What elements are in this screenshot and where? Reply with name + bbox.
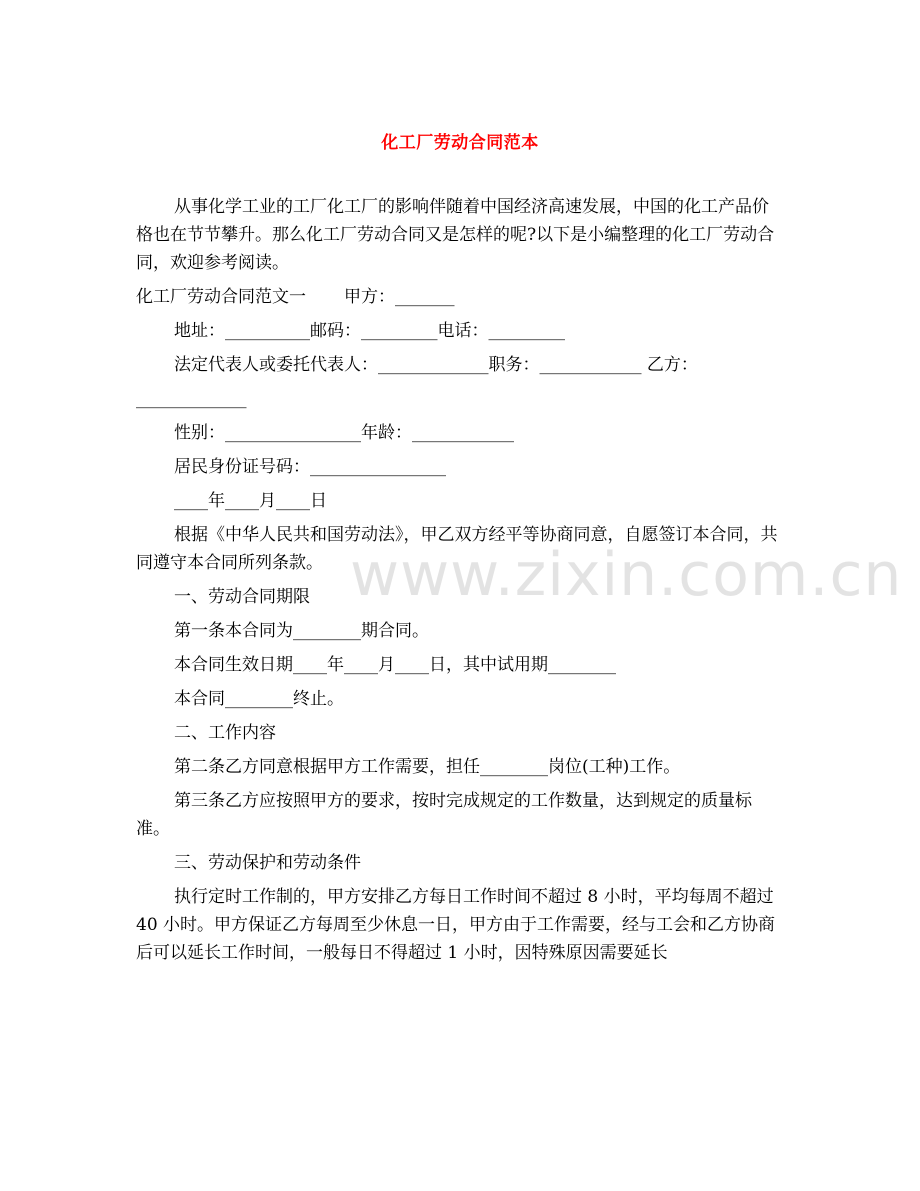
intro-paragraph: 从事化学工业的工厂化工厂的影响伴随着中国经济高速发展，中国的化工产品价格也在节节攀升。那么化工厂劳动合同又是怎样的呢?以下是小编整理的化工厂劳动合同，欢迎参考阅读。 (136, 197, 775, 273)
working-hours-paragraph: 执行定时工作制的，甲方安排乙方每日工作时间不超过 8 小时，平均每周不超过 40 小时。甲方保证乙方每周至少休息一日，甲方由于工作需要，经与工会和乙方协商后可以延长工作时间，一般每日不得超过 1 小时，因特殊原因需要延长 (136, 887, 776, 963)
party-a-field: 甲方：_______ (344, 287, 455, 307)
article-1: 第一条本合同为________期合同。 (174, 621, 429, 641)
sample-heading-line (136, 280, 784, 314)
representative-line: 法定代表人或委托代表人：_____________职务：____________ 乙方： (174, 355, 698, 375)
article-3: 第三条乙方应按照甲方的要求，按时完成规定的工作数量，达到规定的质量标准。 (136, 791, 752, 839)
party-b-blank: _____________ (136, 389, 247, 409)
section-2-heading: 二、工作内容 (174, 723, 276, 743)
termination-line: 本合同________终止。 (174, 689, 344, 709)
document-title: 化工厂劳动合同范本 (381, 133, 539, 153)
date-line: ____年____月____日 (174, 491, 327, 511)
effective-date-line: 本合同生效日期____年____月____日，其中试用期________ (174, 655, 616, 675)
basis-paragraph: 根据《中华人民共和国劳动法》，甲乙双方经平等协商同意，自愿签订本合同，共同遵守本合同所列条款。 (136, 525, 778, 573)
document-body (136, 190, 784, 970)
section-3-heading: 三、劳动保护和劳动条件 (174, 853, 361, 873)
article-2: 第二条乙方同意根据甲方工作需要，担任________岗位(工种)工作。 (174, 757, 681, 777)
section-1-heading: 一、劳动合同期限 (174, 587, 310, 607)
watermark: www.zixin.com.cn (350, 540, 903, 610)
id-number-line: 居民身份证号码：________________ (174, 457, 446, 477)
gender-age-line: 性别：________________年龄：____________ (174, 423, 514, 443)
address-line: 地址：__________邮码：_________电话：_________ (174, 321, 565, 341)
sample-title: 化工厂劳动合同范文一 (136, 287, 306, 307)
